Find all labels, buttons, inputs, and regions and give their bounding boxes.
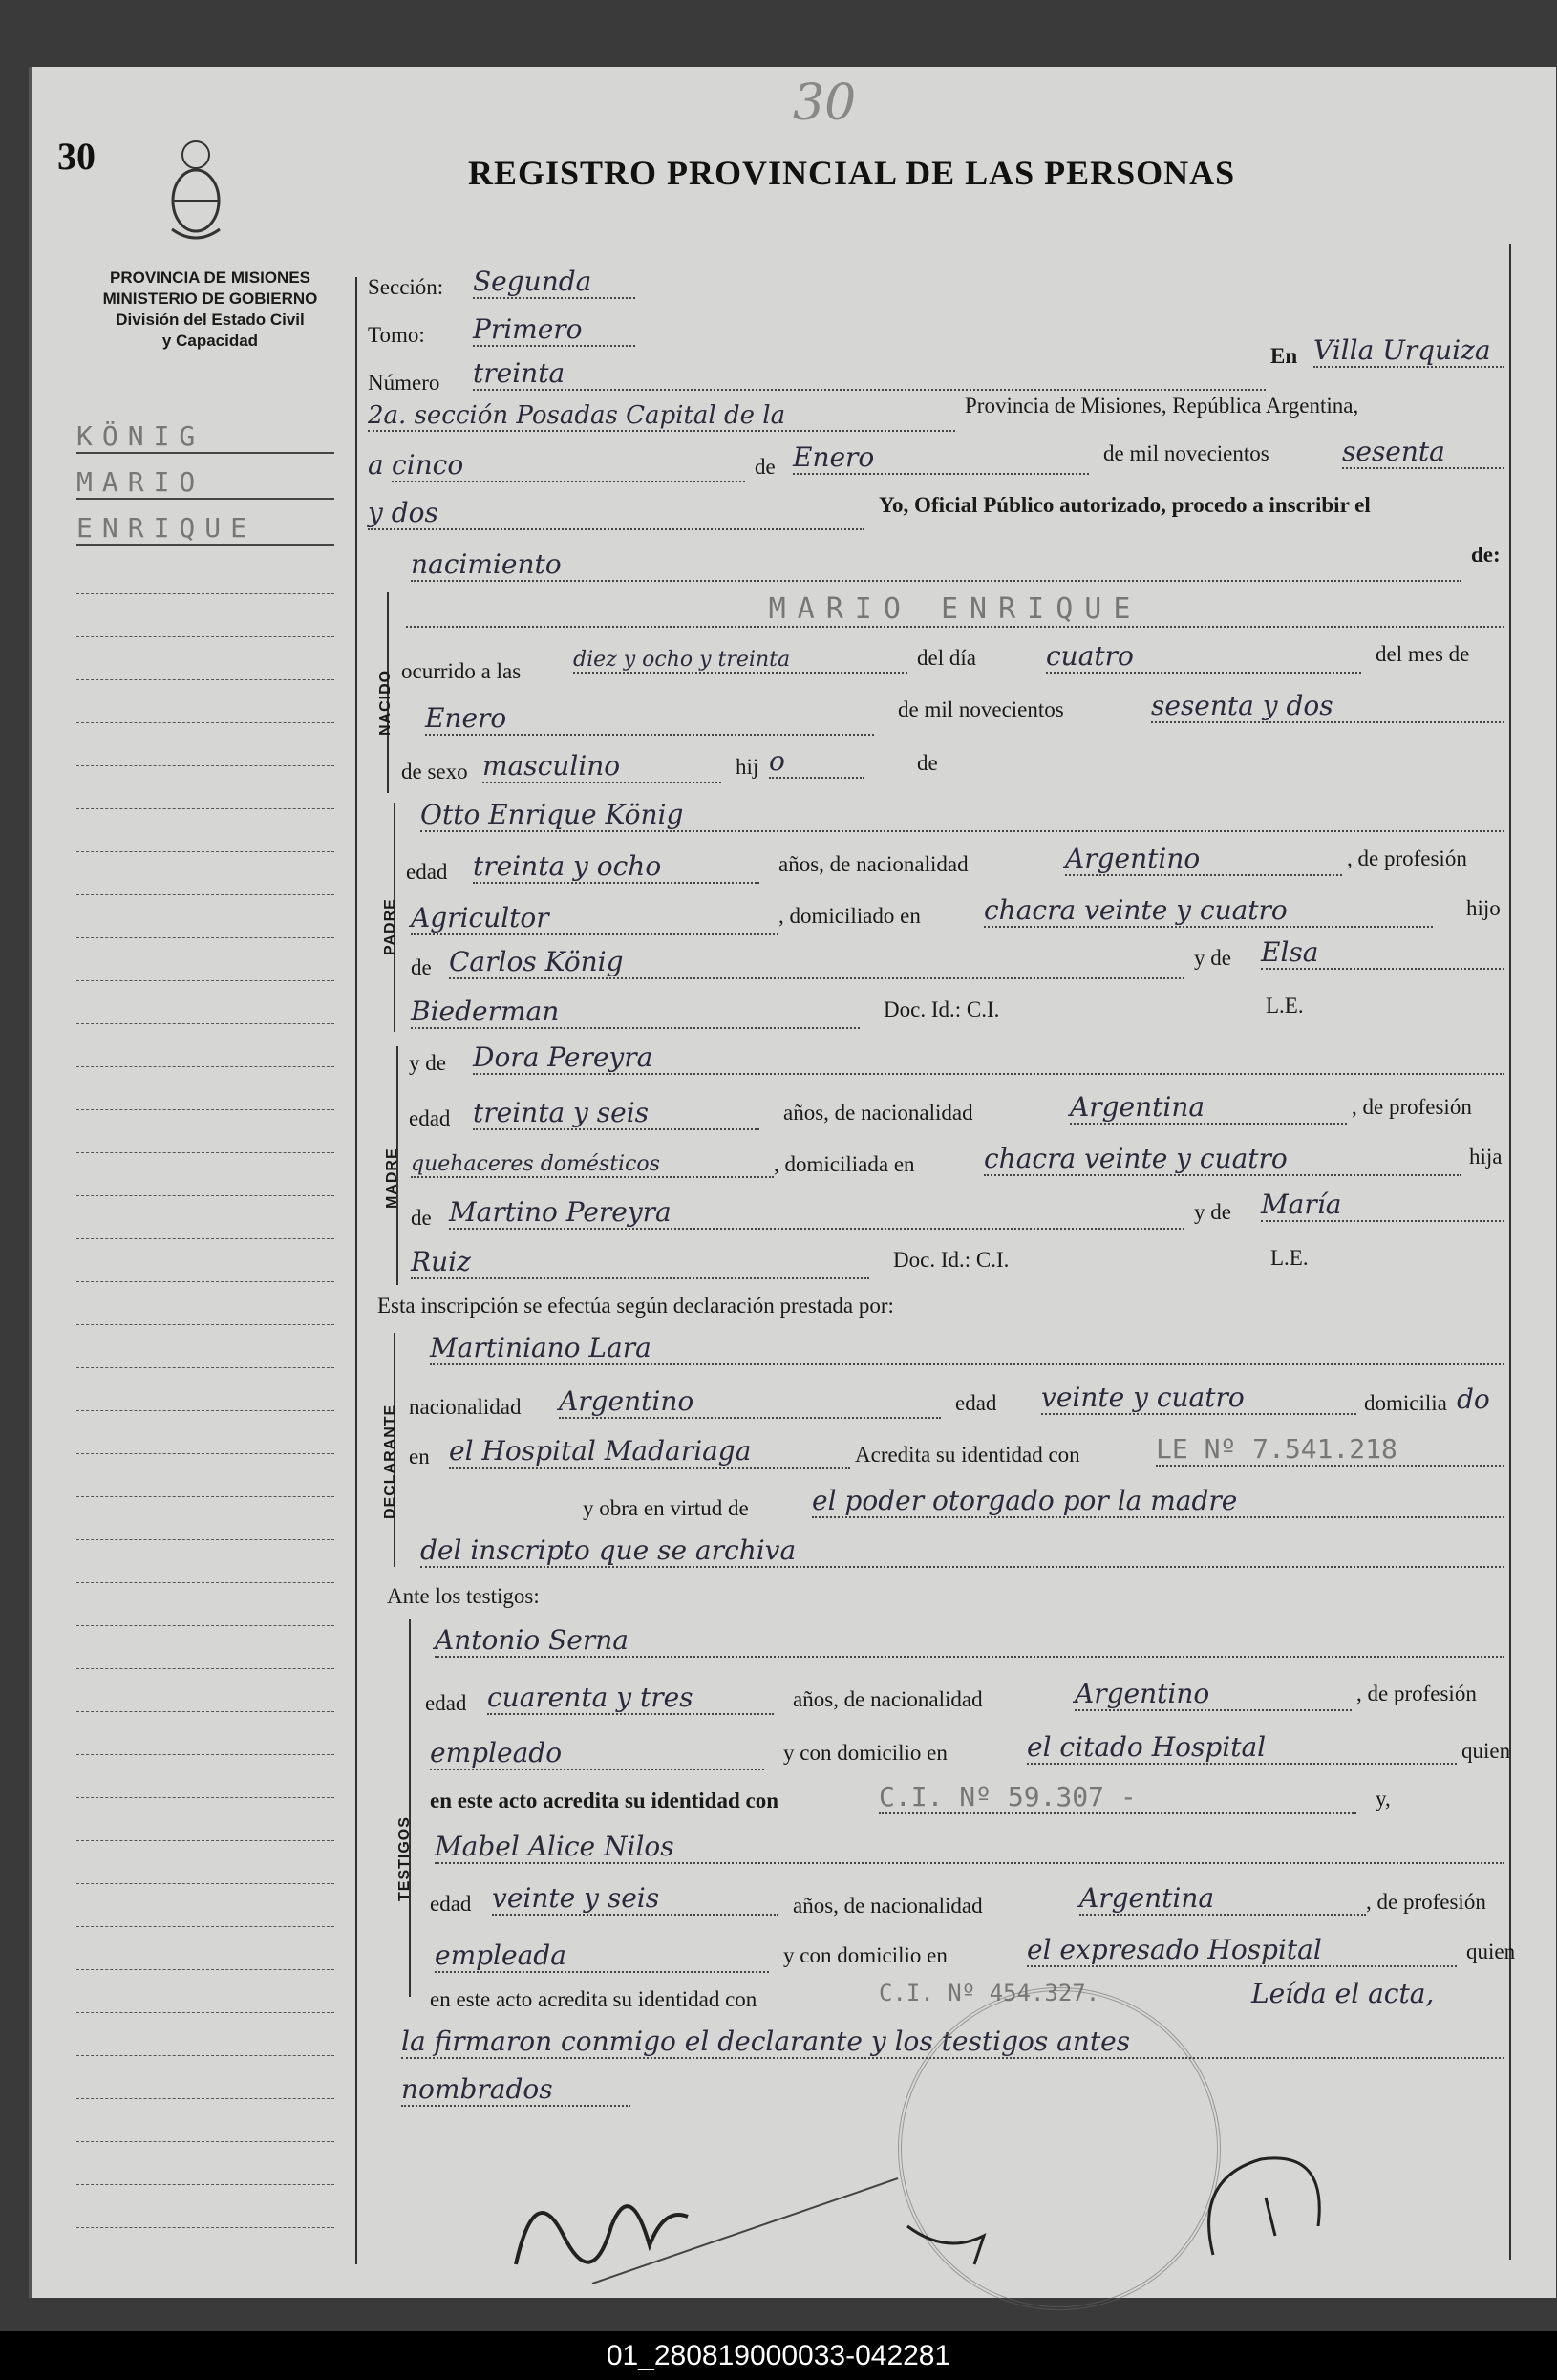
provincia-text: Provincia de Misiones, República Argentina, [965, 394, 1359, 418]
margin-first-name: MARIO [76, 466, 334, 500]
anio-inscripcion-value: sesenta [1342, 436, 1504, 469]
del-dia-label: del día [917, 646, 976, 670]
testigo2-nacionalidad-label: años, de nacionalidad [793, 1894, 983, 1918]
madre-domicilio-value: chacra veinte y cuatro [984, 1143, 1461, 1176]
page-number: 30 [57, 135, 96, 178]
testigo2-quien-label: quien [1466, 1940, 1516, 1963]
testigo1-profesion-label: , de profesión [1356, 1682, 1477, 1705]
declarante-domicilia-suffix: do [1457, 1383, 1490, 1415]
padre-nacionalidad-value: Argentino [1065, 843, 1342, 876]
testigo1-quien-label: quien [1461, 1739, 1511, 1763]
sexo-label: de sexo [401, 760, 468, 783]
ocurrido-label: ocurrido a las [401, 659, 522, 683]
de-label-nacido: de [917, 751, 938, 775]
testigo1-edad-value: cuarenta y tres [487, 1682, 774, 1715]
numero-value: treinta [473, 357, 1266, 391]
closing-nombrados: nombrados [401, 2073, 630, 2107]
testigo1-nacionalidad-value: Argentino [1075, 1678, 1352, 1711]
dia-nacimiento-value: cuatro [1046, 640, 1361, 674]
ministry-line1: PROVINCIA DE MISIONES [109, 268, 310, 287]
testigo1-y-label: y, [1376, 1787, 1391, 1811]
acto-value: nacimiento [411, 548, 1461, 582]
testigo2-domicilio-value: el expresado Hospital [1027, 1934, 1457, 1967]
testigo1-acredita-label: en este acto acredita su identidad con [430, 1789, 779, 1812]
signatures-icon [497, 2121, 1165, 2293]
closing-firmaron: la firmaron conmigo el declarante y los testigos antes [401, 2026, 1504, 2059]
margin-surname: KÖNIG [76, 420, 334, 454]
abuelo-materno-value: Martino Pereyra [449, 1196, 1184, 1230]
madre-edad-value: treinta y seis [473, 1097, 759, 1130]
declarante-acredita-label: Acredita su identidad con [855, 1443, 1080, 1467]
declarante-en-value: el Hospital Madariaga [449, 1435, 850, 1469]
declarante-obra-value: el poder otorgado por la madre [812, 1485, 1504, 1518]
madre-doc-label: Doc. Id.: C.I. [893, 1248, 1010, 1272]
testigo2-doc-value: C.I. Nº 454.327. [879, 1980, 1100, 2006]
padre-nombre: Otto Enrique König [420, 799, 1504, 832]
ministry-line4: y Capacidad [161, 332, 259, 350]
madre-y-de-label: y de [409, 1051, 446, 1075]
madre-section-label: MADRE [384, 1147, 400, 1209]
hora-value: diez y ocho y treinta [573, 648, 907, 674]
testigos-bracket [409, 1619, 411, 1997]
padre-domicilio-label: , domiciliado en [778, 904, 921, 928]
testigo1-profesion-value: empleado [430, 1737, 764, 1770]
del-mes-label: del mes de [1376, 642, 1470, 666]
testigos-intro: Ante los testigos: [387, 1584, 540, 1608]
mes-inscripcion-value: Enero [793, 441, 1089, 475]
madre-profesion-label: , de profesión [1352, 1095, 1472, 1119]
margin-divider [355, 277, 357, 2264]
declarante-nombre: Martiniano Lara [430, 1332, 1504, 1365]
a-value: a [368, 449, 384, 481]
testigo2-nombre: Mabel Alice Nilos [435, 1831, 1504, 1864]
testigo1-nombre: Antonio Serna [435, 1624, 1504, 1658]
dia-inscripcion-value: cinco [392, 449, 745, 482]
testigo2-profesion-value: empleada [435, 1940, 769, 1973]
en-label: En [1270, 344, 1298, 368]
declarante-obra-value2: del inscripto que se archiva [420, 1534, 1504, 1568]
padre-y-de-label: y de [1194, 946, 1231, 970]
madre-y-de-label2: y de [1194, 1200, 1231, 1224]
padre-profesion-value: Agricultor [411, 902, 778, 935]
declarante-obra-label: y obra en virtud de [583, 1496, 749, 1520]
madre-edad-label: edad [409, 1106, 451, 1130]
margin-second-name: ENRIQUE [76, 512, 334, 546]
image-footer-id: 01_280819000033-042281 [0, 2331, 1557, 2380]
testigo2-edad-label: edad [430, 1892, 472, 1916]
padre-domicilio-value: chacra veinte y cuatro [984, 894, 1433, 928]
declarante-edad-value: veinte y cuatro [1041, 1382, 1356, 1415]
madre-profesion-value: quehaceres domésticos [411, 1152, 774, 1178]
madre-hija-label: hija [1469, 1145, 1503, 1169]
madre-nacionalidad-label: años, de nacionalidad [783, 1101, 973, 1125]
oficial-signature-icon [1184, 2140, 1337, 2274]
testigo2-edad-value: veinte y seis [492, 1882, 778, 1916]
padre-de-label: de [411, 955, 432, 979]
mil-novecientos-label: de mil novecientos [898, 697, 1064, 721]
declaracion-intro: Esta inscripción se efectúa según declaración prestada por: [377, 1294, 894, 1318]
declarante-domicilia-label: domicilia [1364, 1391, 1447, 1415]
document-title: REGISTRO PROVINCIAL DE LAS PERSONAS [468, 154, 1236, 192]
padre-profesion-label: , de profesión [1347, 847, 1467, 870]
closing-leida: Leída el acta, [1251, 1978, 1435, 2009]
testigo2-nacionalidad-value: Argentina [1079, 1882, 1366, 1916]
testigo1-doc-value: C.I. Nº 59.307 - [879, 1781, 1356, 1814]
de-label: de [755, 455, 776, 479]
seccion-posadas-value: 2a. sección Posadas Capital de la [368, 401, 955, 432]
testigo1-nacionalidad-label: años, de nacionalidad [793, 1687, 983, 1711]
hij-value: o [769, 745, 864, 779]
nacido-section-label: NACIDO [377, 669, 394, 736]
padre-section-label: PADRE [382, 898, 398, 955]
handwritten-folio-number: 30 [793, 75, 857, 132]
declarante-section-label: DECLARANTE [382, 1404, 398, 1519]
padre-hijo-label: hijo [1466, 896, 1501, 920]
coat-of-arms-icon [162, 134, 229, 248]
declarante-acredita-value: LE Nº 7.541.218 [1156, 1433, 1504, 1467]
hij-label: hij [736, 755, 759, 779]
anio-nacimiento-value: sesenta y dos [1151, 690, 1504, 723]
ydos-value: y dos [368, 497, 864, 530]
abuela-materna-apellido: Ruiz [411, 1246, 869, 1279]
ministry-line2: MINISTERIO DE GOBIERNO [102, 289, 318, 308]
madre-le-label: L.E. [1270, 1246, 1309, 1270]
madre-nombre: Dora Pereyra [473, 1041, 1504, 1075]
sexo-value: masculino [482, 750, 721, 783]
abuela-paterna-apellido: Biederman [411, 996, 860, 1029]
abuela-materna-value: María [1261, 1189, 1504, 1222]
mes-nacimiento-value: Enero [425, 702, 874, 736]
tomo-value: Primero [473, 313, 635, 347]
testigo1-domicilio-label: y con domicilio en [783, 1741, 948, 1765]
madre-nacionalidad-value: Argentina [1070, 1091, 1347, 1125]
madre-de-label: de [411, 1206, 432, 1230]
ministry-block [76, 268, 344, 352]
testigo1-domicilio-value: el citado Hospital [1027, 1731, 1457, 1765]
en-value: Villa Urquiza [1313, 334, 1504, 368]
seccion-value: Segunda [473, 266, 635, 299]
testigo2-domicilio-label: y con domicilio en [783, 1943, 948, 1967]
seccion-label: Sección: [368, 275, 444, 299]
de-colon-label: de: [1471, 543, 1501, 567]
padre-edad-label: edad [406, 860, 448, 884]
mil-novecientos-text: de mil novecientos [1103, 441, 1269, 465]
testigo1-edad-label: edad [425, 1691, 467, 1715]
numero-label: Número [368, 371, 440, 395]
declarante-en-label: en [409, 1445, 430, 1469]
testigos-section-label: TESTIGOS [396, 1816, 413, 1901]
declarante-edad-label: edad [955, 1391, 997, 1415]
padre-nacionalidad-label: años, de nacionalidad [778, 852, 969, 876]
declarante-nacionalidad-value: Argentino [559, 1385, 941, 1419]
ministry-line3: División del Estado Civil [116, 311, 305, 329]
tomo-label: Tomo: [368, 323, 425, 347]
padre-edad-value: treinta y ocho [473, 850, 759, 884]
padre-doc-label: Doc. Id.: C.I. [884, 997, 1000, 1021]
abuelo-paterno-value: Carlos König [449, 946, 1184, 979]
nacido-name: MARIO ENRIQUE [406, 592, 1504, 628]
abuela-paterna-value: Elsa [1261, 936, 1504, 970]
oficial-text: Yo, Oficial Público autorizado, procedo a inscribir el [879, 493, 1371, 517]
testigo2-profesion-label: , de profesión [1366, 1890, 1486, 1914]
testigo2-acredita-label: en este acto acredita su identidad con [430, 1987, 757, 2011]
padre-le-label: L.E. [1266, 994, 1304, 1018]
declarante-nacionalidad-label: nacionalidad [409, 1395, 522, 1419]
madre-domicilio-label: , domiciliada en [774, 1152, 915, 1176]
